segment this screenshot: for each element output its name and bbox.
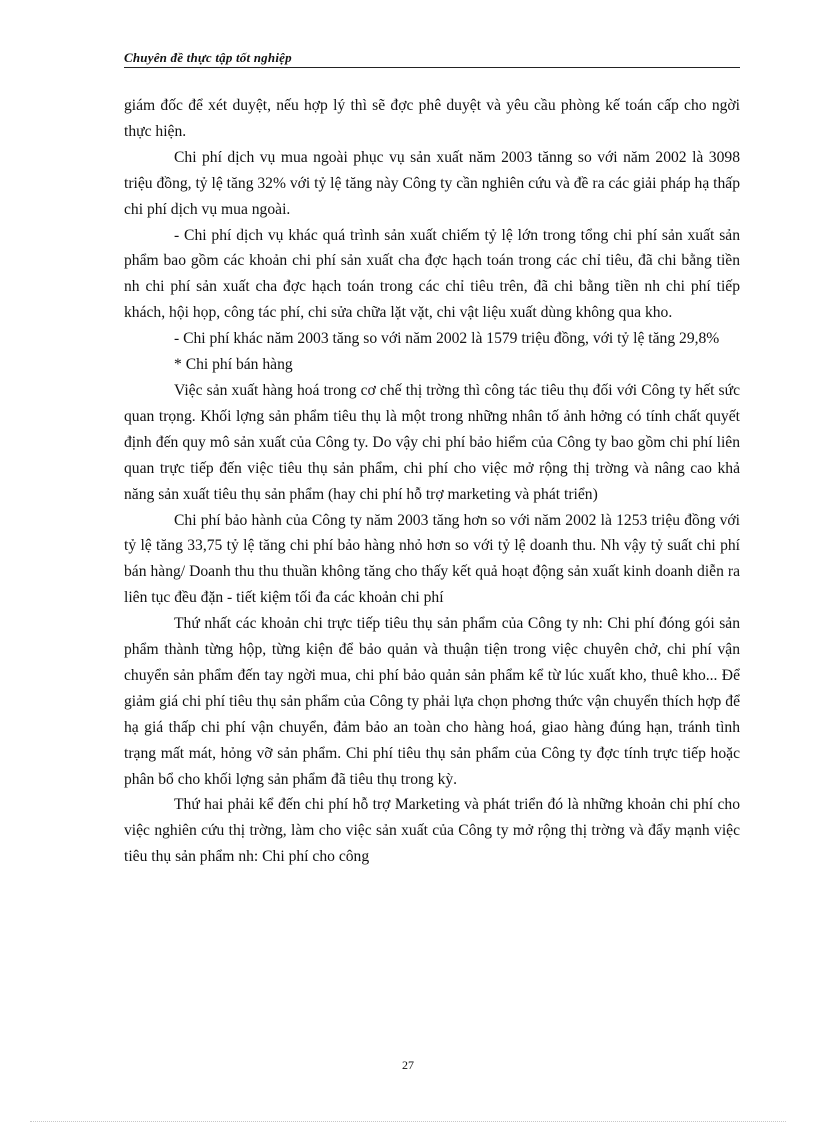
paragraph: * Chi phí bán hàng xyxy=(174,356,293,374)
paragraph: Việc sản xuất hàng hoá trong cơ chế thị trờng thì công tác tiêu thụ đối với Công ty hết sức quan trọng. Khối lợng sản phẩm tiêu thụ là một trong những nhân tố ảnh hởng có tính chất quyết định đến quy mô sản xuất của Công ty. Do vậy chi phí bảo hiểm của Công ty bao gồm chi phí liên quan trực tiếp đến việc tiêu thụ sản phẩm, chi phí cho việc mở rộng thị trờng và nâng cao khả năng sản xuất tiêu thụ sản phẩm (hay chi phí hỗ trợ marketing và phát triển) xyxy=(124,381,740,503)
paragraph: Chi phí dịch vụ mua ngoài phục vụ sản xuất năm 2003 tănng so với năm 2002 là 3098 triệu đồng, tỷ lệ tăng 32% với tỷ lệ tăng này Công ty cần nghiên cứu và đề ra các giải pháp hạ thấp chi phí dịch vụ mua ngoài. xyxy=(124,148,741,218)
header-title: Chuyên đề thực tập tốt nghiệp xyxy=(124,50,292,65)
page-number: 27 xyxy=(402,1058,414,1072)
page-header xyxy=(124,50,740,68)
paragraph: - Chi phí khác năm 2003 tăng so với năm 2002 là 1579 triệu đồng, với tỷ lệ tăng 29,8% xyxy=(174,330,720,348)
paragraph: Chi phí bảo hành của Công ty năm 2003 tăng hơn so với năm 2002 là 1253 triệu đồng với tỷ lệ tăng 33,75 tỷ lệ tăng chi phí bảo hàng nhỏ hơn so với tỷ lệ doanh thu. Nh vậy tỷ suất chi phí bán hàng/ Doanh thu thu thuần không tăng cho thấy kết quả hoạt động sản xuất kinh doanh diễn ra liên tục đều đặn - tiết kiệm tối đa các khoản chi phí xyxy=(124,511,740,607)
paragraph: - Chi phí dịch vụ khác quá trình sản xuất chiếm tỷ lệ lớn trong tổng chi phí sản xuất sản phẩm bao gồm các khoản chi phí sản xuất cha đợc hạch toán trong các chỉ tiêu, đã chi bằng tiền nh chi phí sản xuất cha đợc hạch toán trong các chỉ tiêu trên, đã chi bằng tiền nh chi phí tiếp khách, hội họp, công tác phí, chi sửa chữa lặt vặt, chi vật liệu xuất dùng không qua kho. xyxy=(124,226,740,322)
page-bottom-border xyxy=(30,1121,786,1122)
paragraph: Thứ nhất các khoản chi trực tiếp tiêu thụ sản phẩm của Công ty nh: Chi phí đóng gói sản phẩm thành từng hộp, từng kiện để bảo quản và thuận tiện trong việc chuyên chở, chi phí vận chuyển sản phẩm đến tay ngời mua, chi phí bảo quản sản phẩm kể từ lúc xuất kho, thuê kho... Để giảm giá chi phí tiêu thụ sản phẩm của Công ty phải lựa chọn phơng thức vận chuyển thích hợp để hạ giá thấp chi phí vận chuyển, đảm bảo an toàn cho hàng hoá, giao hàng đúng hạn, tránh tình trạng mất mát, hỏng vỡ sản phẩm. Chi phí tiêu thụ sản phẩm của Công ty đợc tính trực tiếp hoặc phân bổ cho khối lợng sản phẩm đã tiêu thụ trong kỳ. xyxy=(124,615,740,788)
paragraph: Thứ hai phải kể đến chi phí hỗ trợ Marketing và phát triển đó là những khoản chi phí cho việc nghiên cứu thị trờng, làm cho việc sản xuất của Công ty mở rộng thị trờng và đẩy mạnh việc tiêu thụ sản phẩm nh: Chi phí cho công xyxy=(124,796,740,866)
body-text xyxy=(124,93,740,870)
paragraph: giám đốc để xét duyệt, nếu hợp lý thì sẽ đợc phê duyệt và yêu cầu phòng kế toán cấp cho ngời thực hiện. xyxy=(124,97,740,140)
